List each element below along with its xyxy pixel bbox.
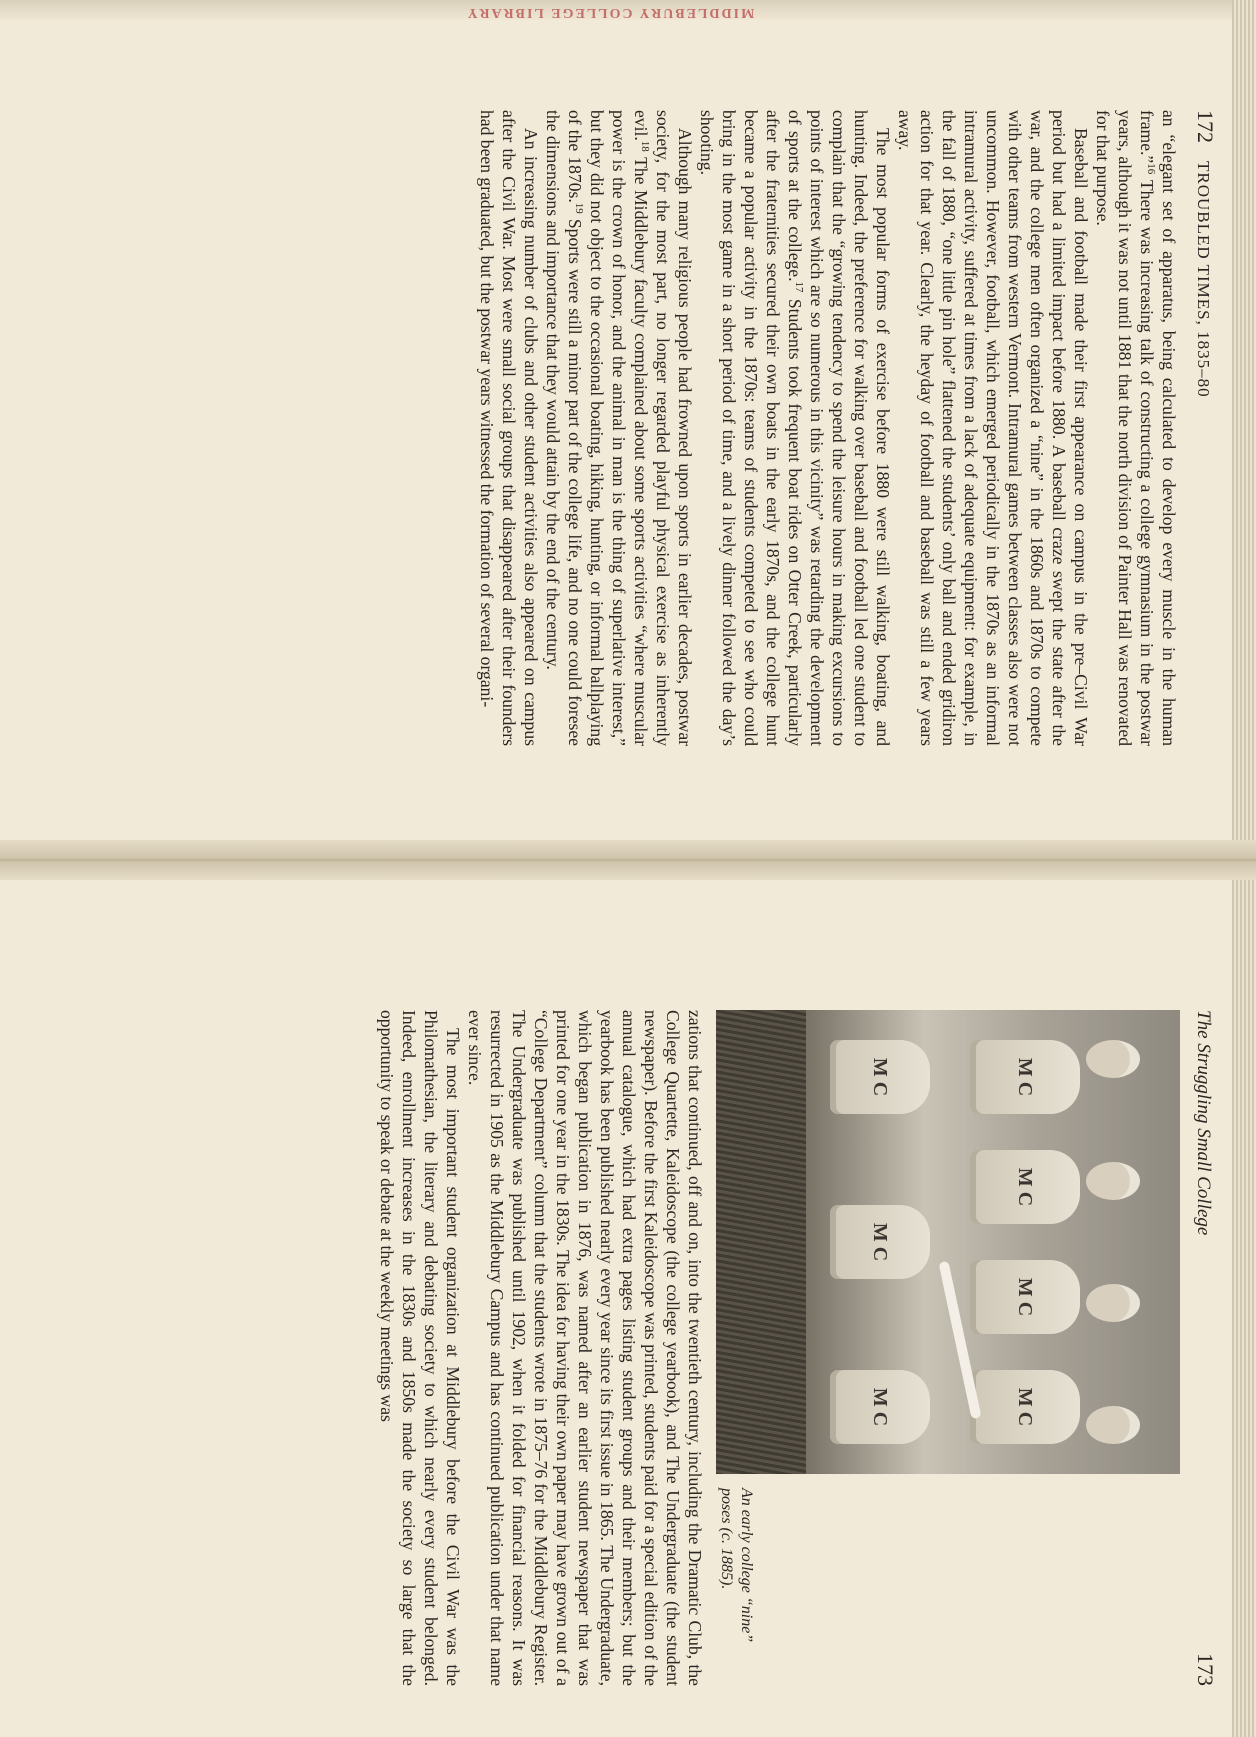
page-173 xyxy=(376,1010,1218,1686)
running-head-title: The Struggling Small College xyxy=(1193,1010,1214,1236)
running-head-left xyxy=(1192,110,1218,746)
jersey: M C xyxy=(970,1150,1080,1224)
jersey: M C xyxy=(830,1040,930,1114)
paragraph: an “elegant set of apparatus, being calculated to develop every muscle in the human frame.”$^{16}$ There was increasing talk of constructing a college gymnasium in the postwar years, although it was not until 1881 that the north division of Painter Hall was renovated for that purpose. xyxy=(1093,110,1179,746)
page-body xyxy=(476,110,1180,746)
player xyxy=(1086,1040,1140,1078)
paragraph: The most important student organization at Middlebury before the Civil War was the Philomathesian, the literary and debating society to which nearly every student belonged. Indeed, enrollment increases in the 1830s and 1850s made the society so large that the opportunity to speak or debate at the weekly meetings was xyxy=(377,1010,463,1686)
book-gutter xyxy=(0,840,1256,880)
page-number: 172 xyxy=(1193,110,1218,143)
jersey: M C xyxy=(830,1205,930,1279)
jersey: M C xyxy=(970,1260,1080,1334)
figure xyxy=(716,1010,1180,1686)
grass xyxy=(716,1010,806,1474)
photo-caption: An early college “nine” poses (c. 1885). xyxy=(718,1488,755,1643)
jersey: M C xyxy=(830,1370,930,1444)
running-head-title: TROUBLED TIMES, 1835–80 xyxy=(1194,161,1213,398)
page-number: 173 xyxy=(1193,1653,1218,1686)
player xyxy=(1086,1406,1140,1444)
paragraph: Although many religious people had frowned upon sports in earlier decades, postwar society, for the most part, no longer regarded playful physical exercise as inherently evil.$^{18}$ The Middlebury faculty complained about some sports activities “where muscular power is the crown of honor, and the animal in man is the thing of superlative interest,” but they did not object to the occasional boating, hiking, hunting, or informal ballplaying of the 1870s.$^{19}$ Sports were still a minor part of the college life, and no one could foresee the dimensions and importance that they would attain by the end of the century. xyxy=(543,110,695,746)
player xyxy=(1086,1284,1140,1322)
running-head-right xyxy=(1192,1010,1218,1686)
baseball-team-photo xyxy=(716,1010,1180,1474)
player xyxy=(1086,1162,1140,1200)
paragraph: The most popular forms of exercise before 1880 were still walking, boating, and hunting. Indeed, the preference for walking over baseball and football led one student to complain that the “growing tendency to spend the leisure hours in making excursions to points of interest which are so numerous in this vicinity” was retarding the development of sports at the college.$^{17}$ Students took frequent boat rides on Otter Creek, particularly after the fraternities secured their own boats in the early 1870s, and the college hunt became a popular activity in the 1870s: teams of students competed to see who could bring in the most game in a short period of time, and a lively dinner followed the day’s shooting. xyxy=(697,110,893,746)
paragraph: An increasing number of clubs and other student activities also appeared on campus after the Civil War. Most were small social groups that disappeared after their founders had been graduated, but the postwar years witnessed the formation of several organi- xyxy=(477,110,541,746)
page-body xyxy=(376,1010,706,1686)
page-172 xyxy=(476,110,1218,746)
jersey: M C xyxy=(970,1040,1080,1114)
paragraph: Baseball and football made their first appearance on campus in the pre–Civil War period but had a limited impact before 1880. A baseball craze swept the state after the war, and the college men often organized a “nine” in the 1860s and 1870s to compete with other teams from western Vermont. Intramural games between classes also were not uncommon. However, football, which emerged periodically in the 1870s as an informal intramural activity, suffered at times from a lack of adequate equipment: for example, in the fall of 1880, “one little pin hole” flattened the students’ only ball and ended gridiron action for that year. Clearly, the heyday of football and baseball was still a few years away. xyxy=(895,110,1091,746)
jersey: M C xyxy=(970,1370,1080,1444)
library-stamp: MIDDLEBURY COLLEGE LIBRARY xyxy=(465,5,755,20)
paragraph: zations that continued, off and on, into the twentieth century, including the Dramatic Club, the College Quartette, Kaleidoscope (the college yearbook), and The Undergraduate (the student newspaper). Before the first Kaleidoscope was printed, students paid for a special edition of the annual catalogue, which had extra pages listing student groups and their members; but the yearbook has been published nearly every year since its first issue in 1865. The Undergraduate, which began publication in 1876, was named after an earlier student newspaper that was printed for one year in the 1830s. The idea for having their own paper may have grown out of a “College Department” column that the students wrote in 1875–76 for the Middlebury Register. The Undergraduate was published until 1902, when it folded for financial reasons. It was resurrected in 1905 as the Middlebury Campus and has continued publication under that name ever since. xyxy=(465,1010,705,1686)
